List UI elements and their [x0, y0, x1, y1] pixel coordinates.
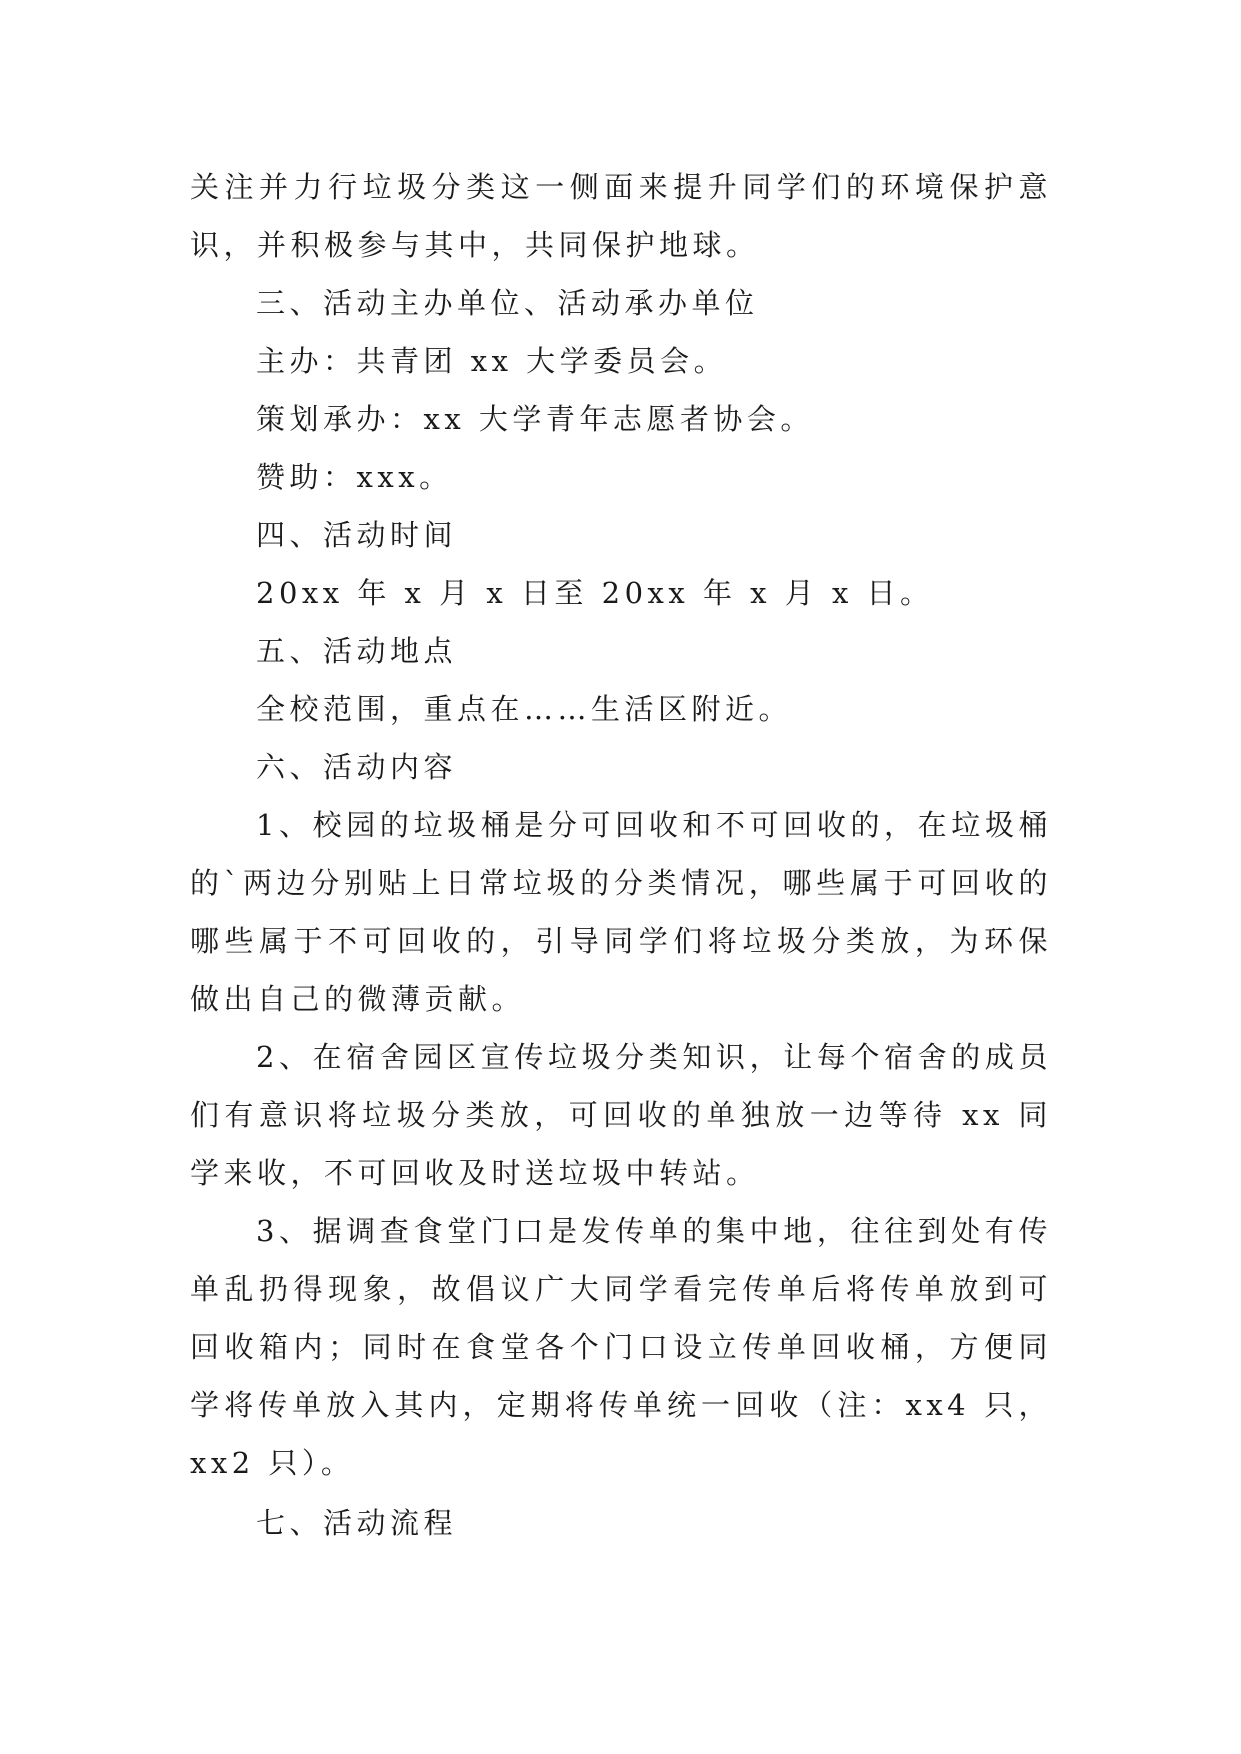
paragraph-time: 20xx 年 x 月 x 日至 20xx 年 x 月 x 日。	[256, 576, 934, 610]
paragraph-sponsor: 赞助：xxx。	[256, 460, 453, 494]
document-body	[190, 158, 1052, 1552]
section-heading-organizers: 三、活动主办单位、活动承办单位	[256, 286, 759, 320]
paragraph-item-1: 1、校园的垃圾桶是分可回收和不可回收的，在垃圾桶的`两边分别贴上日常垃圾的分类情况，哪些属于可回收的哪些属于不可回收的，引导同学们将垃圾分类放，为环保做出自己的微薄贡献。	[190, 808, 1052, 1016]
section-heading-time: 四、活动时间	[256, 518, 458, 552]
section-heading-process: 七、活动流程	[256, 1506, 458, 1540]
paragraph-location: 全校范围，重点在……生活区附近。	[256, 692, 793, 726]
paragraph-item-3: 3、据调查食堂门口是发传单的集中地，往往到处有传单乱扔得现象，故倡议广大同学看完传单后将传单放到可回收箱内；同时在食堂各个门口设立传单回收桶，方便同学将传单放入其内，定期将传单统一回收（注：xx4 只，xx2 只）。	[190, 1214, 1052, 1480]
paragraph-organizer: 策划承办：xx 大学青年志愿者协会。	[256, 402, 814, 436]
section-heading-content: 六、活动内容	[256, 750, 458, 784]
paragraph-item-2: 2、在宿舍园区宣传垃圾分类知识，让每个宿舍的成员们有意识将垃圾分类放，可回收的单独放一边等待 xx 同学来收，不可回收及时送垃圾中转站。	[190, 1040, 1052, 1190]
paragraph-host: 主办：共青团 xx 大学委员会。	[256, 344, 728, 378]
section-heading-location: 五、活动地点	[256, 634, 458, 668]
paragraph-intro-continuation: 关注并力行垃圾分类这一侧面来提升同学们的环境保护意识，并积极参与其中，共同保护地球。	[190, 170, 1052, 262]
